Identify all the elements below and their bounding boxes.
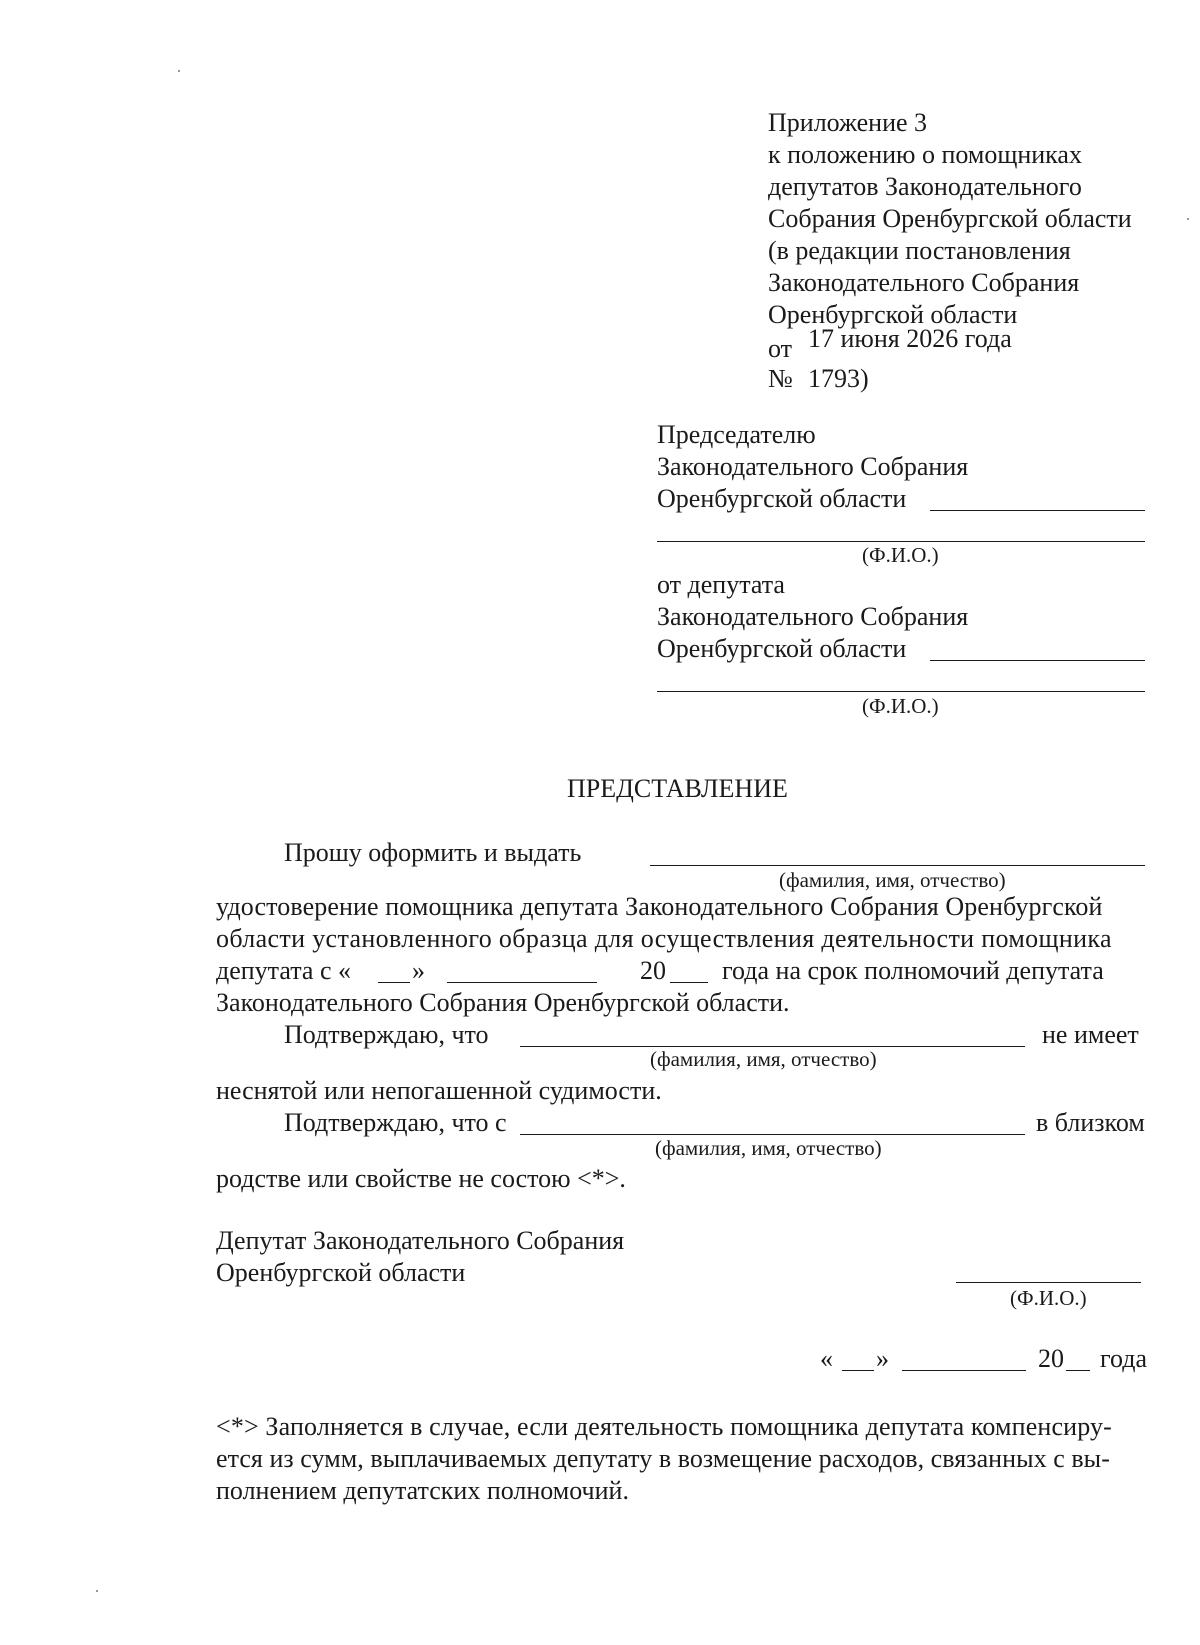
confirm-relation-name-blank [520, 1134, 1025, 1135]
sender-name-blank [930, 660, 1145, 661]
sender-fio-blank [657, 691, 1145, 692]
addressee-line-1: Председателю [657, 420, 816, 449]
appendix-number-prefix: № [768, 364, 793, 393]
request-line-4-d: года на срок полномочий депутата [722, 956, 1104, 985]
signature-day-blank [842, 1370, 874, 1371]
request-start: Прошу оформить и выдать [284, 838, 582, 867]
document-title: ПРЕДСТАВЛЕНИЕ [567, 774, 788, 803]
appendix-number: 1793) [808, 364, 869, 393]
footnote-line-1: <*> Заполняется в случае, если деятельность помощника депутата компенсиру- [216, 1412, 1112, 1441]
confirm-record-hint: (фамилия, имя, отчество) [650, 1047, 877, 1071]
signature-month-blank [902, 1370, 1026, 1371]
request-line-5: Законодательного Собрания Оренбургской области. [216, 988, 790, 1017]
request-name-blank [650, 865, 1145, 866]
signature-date-open: « [820, 1344, 833, 1373]
addressee-fio-blank [657, 541, 1145, 542]
confirm-record-start: Подтверждаю, что [284, 1020, 489, 1049]
footnote-line-2: ется из сумм, выплачиваемых депутату в возмещение расходов, связанных с вы- [216, 1444, 1110, 1473]
confirm-record-end: не имеет [1042, 1020, 1139, 1049]
signature-year-suffix: года [1100, 1344, 1148, 1373]
appendix-line-5: (в редакции постановления [768, 236, 1071, 265]
confirm-relation-line-2: родстве или свойстве не состою <*>. [216, 1164, 626, 1193]
sender-line-1: от депутата [657, 570, 785, 599]
request-line-4-b: » [412, 956, 425, 985]
confirm-record-line-2: неснятой или непогашенной судимости. [216, 1076, 662, 1105]
confirm-relation-start: Подтверждаю, что с [284, 1108, 507, 1137]
addressee-fio-hint: (Ф.И.О.) [862, 543, 939, 567]
request-day-blank [378, 982, 410, 983]
scan-speck [178, 70, 180, 72]
request-month-blank [447, 982, 597, 983]
appendix-line-4: Собрания Оренбургской области [768, 204, 1132, 233]
addressee-line-2: Законодательного Собрания [657, 452, 969, 481]
signature-line-2: Оренбургской области [216, 1258, 466, 1287]
scan-speck [1187, 218, 1189, 220]
footnote-line-3: полнением депутатских полномочий. [216, 1476, 629, 1505]
appendix-line-1: Приложение 3 [768, 108, 928, 137]
sender-line-2: Законодательного Собрания [657, 602, 969, 631]
appendix-date: 17 июня 2026 года [808, 324, 1012, 353]
appendix-from-prefix: от [768, 334, 793, 363]
signature-year-prefix: 20 [1038, 1344, 1064, 1373]
appendix-line-3: депутатов Законодательного [768, 172, 1082, 201]
confirm-relation-hint: (фамилия, имя, отчество) [655, 1136, 882, 1160]
request-year-blank [670, 982, 708, 983]
request-name-hint: (фамилия, имя, отчество) [779, 868, 1006, 892]
signature-year-blank [1066, 1370, 1090, 1371]
addressee-name-blank [930, 510, 1145, 511]
appendix-line-7: Оренбургской области [768, 300, 1018, 329]
sender-line-3: Оренбургской области [657, 634, 907, 663]
confirm-relation-end: в близком [1036, 1108, 1145, 1137]
sender-fio-hint: (Ф.И.О.) [862, 694, 939, 718]
request-line-3: области установленного образца для осуществления деятельности помощника [216, 924, 1112, 953]
signature-date-close: » [876, 1344, 889, 1373]
appendix-line-6: Законодательного Собрания [768, 268, 1080, 297]
signature-fio-blank [956, 1282, 1141, 1283]
signature-fio-hint: (Ф.И.О.) [1010, 1286, 1087, 1310]
appendix-line-2: к положению о помощниках [768, 140, 1082, 169]
signature-line-1: Депутат Законодательного Собрания [216, 1226, 625, 1255]
scan-speck [96, 1590, 98, 1592]
request-line-4-c: 20 [640, 956, 666, 985]
request-line-4-a: депутата с « [216, 956, 351, 985]
addressee-line-3: Оренбургской области [657, 484, 907, 513]
request-line-2: удостоверение помощника депутата Законодательного Собрания Оренбургской [216, 892, 1103, 921]
